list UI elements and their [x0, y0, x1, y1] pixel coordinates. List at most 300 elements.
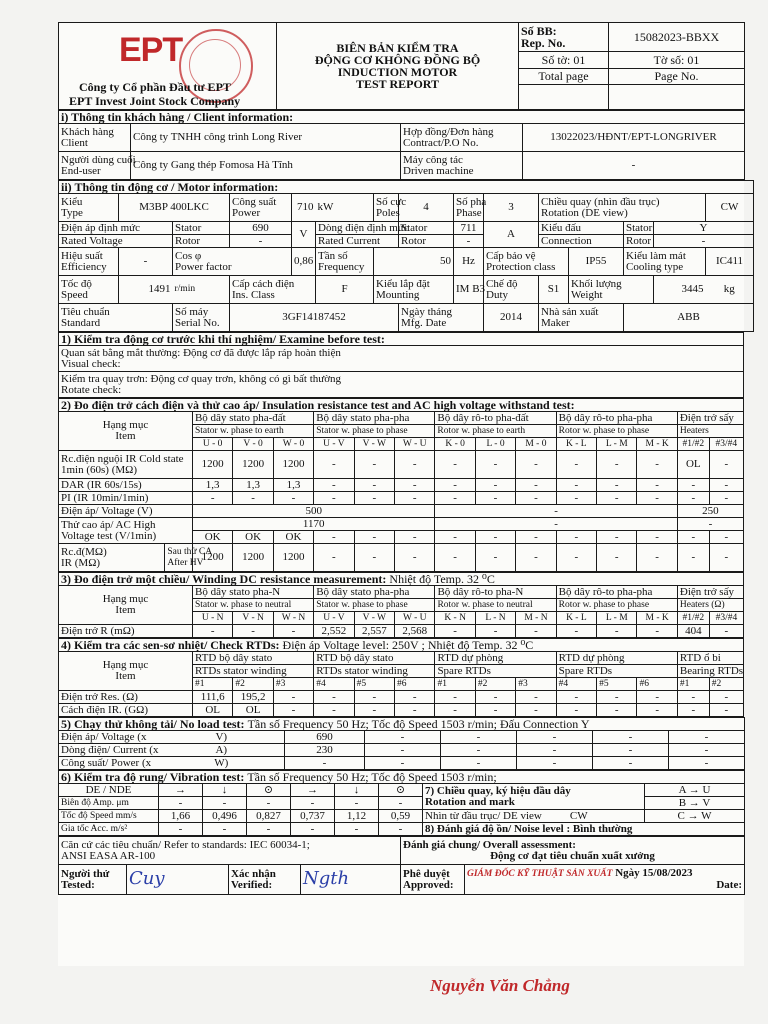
rtd-ir-label: Cách điện IR. (GΩ): [59, 704, 193, 717]
title-vi-2: ĐỘNG CƠ KHÔNG ĐỒNG BỘ: [314, 53, 481, 67]
insulation-section-title: 2) Đo điện trở cách điện và thử cao áp/ Insulation resistance test and AC high voltage withstand test:: [59, 399, 744, 412]
rtd-ir-cell-8: -: [516, 704, 556, 717]
assessment-value: Động cơ đạt tiêu chuẩn xuất xưởng: [490, 849, 655, 862]
efficiency-label-vi: Hiệu suất: [61, 249, 103, 262]
serial-value: 3GF14187452: [230, 304, 399, 332]
hv-result-cell-12: -: [677, 531, 709, 544]
acc-cell-4: -: [335, 823, 379, 836]
nl-voltage-unit: V): [159, 731, 285, 744]
mount-value: IM B3: [454, 276, 484, 304]
hv-result-cell-0: OK: [192, 531, 232, 544]
rtd-res-cell-1: 195,2: [233, 691, 273, 704]
ir-after-hv-row: [59, 544, 744, 572]
dc-cell-6: -: [435, 625, 475, 638]
dc-cell-2: -: [273, 625, 313, 638]
acc-cell-0: -: [159, 823, 203, 836]
approval-date: Ngày 15/08/2023: [615, 867, 693, 879]
nl-current-cell-3: -: [517, 744, 593, 757]
weight-unit: kg: [706, 276, 754, 304]
speed-unit: r/min: [173, 276, 230, 304]
rtd-table: [58, 638, 744, 717]
vibration-section-label: 6) Kiểm tra độ rung/ Vibration test:: [61, 769, 245, 784]
connection-label-en: Connection: [539, 235, 624, 248]
ept-logo: EPT: [119, 31, 183, 69]
group-stator-pp-vi: Bộ dây stato pha-pha: [314, 412, 435, 425]
contract-label-vi: Hợp đồng/Đơn hàng: [403, 125, 494, 138]
rtd-item-en: Item: [115, 670, 136, 682]
no-load-conditions: Tần số Frequency 50 Hz; Tốc độ Speed 1503 r/min; Đấu Connection Y: [247, 716, 590, 731]
vibration-conditions: Tần số Frequency 50 Hz; Tốc độ Speed 1503 r/min;: [247, 769, 497, 784]
direction-icon-4: ↓: [335, 784, 379, 797]
rotate-check-vi: Kiểm tra quay trơn: Động cơ quay trơn, không có gì bất thường: [61, 372, 342, 385]
voltage-unit: V: [292, 222, 316, 248]
nl-power-cell-5: -: [669, 757, 745, 770]
power-value: 710: [292, 194, 316, 222]
current-rotor-label: Rotor: [399, 235, 454, 248]
speed-label: Tốc độ Speed mm/s: [59, 810, 159, 823]
pf-label-vi: Cos φ: [175, 249, 202, 262]
voltage-rotor-value: -: [230, 235, 292, 248]
mfg-label-en: Mfg. Date: [401, 316, 447, 329]
pi-row: [59, 492, 744, 505]
contract-value: 13022023/HĐNT/EPT-LONGRIVER: [523, 124, 745, 152]
ins-label-en: Ins. Class: [232, 288, 275, 301]
ins-col-7: L - 0: [475, 438, 515, 451]
rtd-group-3-vi: RTD dự phòng: [435, 652, 556, 665]
rotation-title-en: Rotation and mark: [425, 795, 515, 808]
ir-after-cell-2: 1200: [273, 544, 313, 572]
nl-power-cell-2: -: [441, 757, 517, 770]
nl-current-label: Dòng điện/ Current (x: [59, 744, 159, 757]
dc-cell-1: -: [233, 625, 273, 638]
pi-cell-3: -: [314, 492, 354, 505]
dar-label: DAR (IR 60s/15s): [59, 479, 193, 492]
hv-result-cell-10: -: [597, 531, 637, 544]
ir-after-cell-13: -: [709, 544, 743, 572]
rtd-section-title: [59, 639, 744, 652]
ir-after-cell-3: -: [314, 544, 354, 572]
title-en-2: TEST REPORT: [355, 77, 440, 91]
nl-power-unit: W): [159, 757, 285, 770]
hv-row: [59, 518, 744, 531]
weight-label-vi: Khối lượng: [571, 277, 622, 290]
rtd-ir-cell-5: -: [395, 704, 435, 717]
ir-cold-cell-4: -: [354, 451, 394, 479]
power-label-en: Power: [232, 206, 261, 219]
rtd-ir-cell-0: OL: [193, 704, 233, 717]
acc-cell-5: -: [379, 823, 423, 836]
rtd-group-3-en: Spare RTDs: [435, 665, 556, 678]
date-label-en: Date:: [716, 879, 742, 891]
ir-cold-cell-9: -: [556, 451, 596, 479]
vib-speed-cell-0: 1,66: [159, 810, 203, 823]
rtd-res-cell-0: 111,6: [193, 691, 233, 704]
dc-group-4-en: Rotor w. phase to phase: [556, 599, 677, 612]
maker-label-en: Maker: [541, 316, 570, 329]
dar-cell-3: -: [314, 479, 354, 492]
rtd-res-cell-8: -: [516, 691, 556, 704]
nl-current-cell-2: -: [441, 744, 517, 757]
ins-col-3: U - V: [314, 438, 354, 451]
dc-col-10: L - M: [597, 612, 637, 625]
end-user-value: Công ty Gang thép Fomosa Hà Tĩnh: [131, 152, 401, 180]
dar-cell-11: -: [637, 479, 677, 492]
hv-result-cell-13: -: [709, 531, 743, 544]
ir-after-cell-10: -: [597, 544, 637, 572]
ins-col-9: K - L: [556, 438, 596, 451]
examine-table: [58, 332, 744, 398]
pi-cell-1: -: [233, 492, 273, 505]
dc-group-3-vi: Bộ dây rô-to pha-N: [435, 586, 556, 599]
hv-result-cell-6: -: [435, 531, 475, 544]
cooling-label-en: Cooling type: [626, 260, 684, 273]
direction-icon-2: ⊙: [247, 784, 291, 797]
rtd-group-4-en: Spare RTDs: [556, 665, 677, 678]
dc-item-en: Item: [115, 604, 136, 616]
rtd-group-2-en: RTDs stator winding: [314, 665, 435, 678]
total-pages-en: Total page: [519, 68, 609, 85]
title-en-1: INDUCTION MOTOR: [337, 65, 458, 79]
power-unit: kW: [316, 194, 374, 222]
ins-col-10: L - M: [597, 438, 637, 451]
hv-result-cell-3: -: [314, 531, 354, 544]
dc-group-5-en: Heaters (Ω): [677, 599, 743, 612]
rtd-section-label: 4) Kiểm tra các sen-sơ nhiệt/ Check RTDs:: [61, 637, 280, 652]
current-unit: A: [484, 222, 539, 248]
vibration-table: [58, 770, 745, 836]
dar-cell-6: -: [435, 479, 475, 492]
hv-result-cell-11: -: [637, 531, 677, 544]
machine-label-vi: Máy công tác: [403, 153, 463, 166]
dar-cell-12: -: [677, 479, 709, 492]
rtd-col-0: #1: [193, 678, 233, 691]
voltage-stator: 500: [192, 505, 434, 518]
connection-rotor-label: Rotor: [624, 235, 654, 248]
de-nde-label: DE / NDE: [59, 784, 159, 797]
rtd-ir-cell-10: -: [597, 704, 637, 717]
rtd-col-11: #6: [637, 678, 677, 691]
dc-cell-10: -: [597, 625, 637, 638]
maker-label-vi: Nhà sản xuất: [541, 305, 599, 318]
vib-speed-cell-5: 0,59: [379, 810, 423, 823]
rtd-ir-cell-11: -: [637, 704, 677, 717]
pi-cell-13: -: [709, 492, 743, 505]
dc-cell-4: 2,557: [354, 625, 394, 638]
hv-result-cell-5: -: [395, 531, 435, 544]
vibration-direction-row: [59, 784, 745, 797]
ir-cold-label-1: Rc.điện nguội IR Cold state: [61, 452, 184, 465]
company-name-en: EPT Invest Joint Stock Company: [69, 94, 241, 108]
amp-cell-4: -: [335, 797, 379, 810]
ir-cold-cell-6: -: [435, 451, 475, 479]
hv-label-2: Voltage test (V/1min): [61, 529, 157, 542]
poles-value: 4: [399, 194, 454, 222]
dc-resistance-table: [58, 572, 744, 638]
standards-line-2: ANSI EASA AR-100: [61, 849, 156, 862]
noise-level: 8) Đánh giá độ ồn/ Noise level : Bình thường: [423, 823, 745, 836]
rtd-ir-cell-6: -: [435, 704, 475, 717]
hv-heaters: -: [677, 518, 743, 531]
ir-cold-cell-12: OL: [677, 451, 709, 479]
dc-group-1-en: Stator w. phase to neutral: [193, 599, 314, 612]
dc-cell-5: 2,568: [395, 625, 435, 638]
dar-cell-4: -: [354, 479, 394, 492]
machine-label-en: Driven machine: [403, 164, 474, 177]
approver-label-vi: Phê duyệt: [403, 867, 450, 880]
rtd-col-13: #2: [709, 678, 743, 691]
pi-cell-9: -: [556, 492, 596, 505]
amp-cell-1: -: [203, 797, 247, 810]
dc-col-6: K - N: [435, 612, 475, 625]
rtd-res-cell-6: -: [435, 691, 475, 704]
hv-result-cell-1: OK: [233, 531, 273, 544]
dc-cell-3: 2,552: [314, 625, 354, 638]
cooling-label-vi: Kiểu làm mát: [626, 249, 686, 262]
dc-section-title: [59, 573, 744, 586]
header-table: [58, 22, 745, 110]
current-stator-value: 711: [454, 222, 484, 235]
ir-after-cell-5: -: [395, 544, 435, 572]
group-heaters-en: Heaters: [677, 425, 743, 438]
current-label-vi: Dòng điện định mức: [316, 222, 399, 235]
ir-after-label-2: IR (MΩ): [61, 556, 101, 569]
dc-item-vi: Hạng mục: [102, 593, 149, 605]
client-section-title: i) Thông tin khách hàng / Client information:: [59, 111, 745, 124]
voltage-stator-value: 690: [230, 222, 292, 235]
nl-power-label: Công suất/ Power (x: [59, 757, 159, 770]
acc-cell-2: -: [247, 823, 291, 836]
report-title: [277, 23, 519, 110]
dar-cell-13: -: [709, 479, 743, 492]
no-load-section-label: 5) Chạy thử không tải/ No load test:: [61, 716, 245, 731]
dc-group-2-vi: Bộ dây stato pha-pha: [314, 586, 435, 599]
vib-speed-cell-2: 0,827: [247, 810, 291, 823]
current-label-en: Rated Current: [316, 235, 399, 248]
nl-current-cell-1: -: [365, 744, 441, 757]
rtd-ir-cell-4: -: [354, 704, 394, 717]
dar-cell-8: -: [516, 479, 556, 492]
rtd-group-4-vi: RTD dự phòng: [556, 652, 677, 665]
group-stator-pe-en: Stator w. phase to earth: [192, 425, 313, 438]
rotation-title-vi: 7) Chiều quay, ký hiệu đầu dây: [425, 784, 571, 797]
weight-label-en: Weight: [571, 288, 603, 301]
hv-stator: 1170: [192, 518, 434, 531]
motor-table: [58, 180, 754, 332]
rtd-res-cell-4: -: [354, 691, 394, 704]
ir-after-cell-9: -: [556, 544, 596, 572]
vibration-section-title: [59, 771, 745, 784]
type-value: M3BP 400LKC: [119, 194, 230, 222]
rtd-ir-cell-3: -: [314, 704, 354, 717]
nl-current-cell-5: -: [669, 744, 745, 757]
rep-no-label: [519, 23, 609, 52]
nl-power-cell-4: -: [593, 757, 669, 770]
rtd-ir-cell-12: -: [677, 704, 709, 717]
client-value: Công ty TNHH công trình Long River: [131, 124, 401, 152]
rtd-res-cell-12: -: [677, 691, 709, 704]
no-load-power-row: [59, 757, 745, 770]
mount-label-vi: Kiểu lắp đặt: [376, 277, 430, 290]
direction-icon-3: →: [291, 784, 335, 797]
rtd-ir-row: [59, 704, 744, 717]
rtd-res-cell-13: -: [709, 691, 743, 704]
ins-col-12: #1/#2: [677, 438, 709, 451]
rtd-res-cell-5: -: [395, 691, 435, 704]
dc-group-1-vi: Bộ dây stato pha-N: [193, 586, 314, 599]
rtd-col-10: #5: [597, 678, 637, 691]
speed-label-en: Speed: [61, 288, 88, 301]
power-label-vi: Công suất: [232, 195, 277, 208]
voltage-rotor-label: Rotor: [173, 235, 230, 248]
rtd-col-7: #2: [475, 678, 515, 691]
dc-col-8: M - N: [516, 612, 556, 625]
group-rotor-pp-vi: Bộ dây rô-to pha-pha: [556, 412, 677, 425]
approver-label-en: Approved:: [403, 878, 454, 891]
connection-stator-label: Stator: [624, 222, 654, 235]
nl-voltage-cell-3: -: [517, 731, 593, 744]
ir-after-cell-7: -: [475, 544, 515, 572]
rtd-conditions: Điện áp Voltage level: 250V ; Nhiệt độ Temp. 32 ⁰C: [282, 637, 534, 652]
end-user-label-vi: Người dùng cuối: [61, 153, 136, 166]
direction-icon-1: ↓: [203, 784, 247, 797]
dc-col-9: K - L: [556, 612, 596, 625]
dc-col-11: M - K: [637, 612, 677, 625]
rtd-res-cell-9: -: [556, 691, 596, 704]
poles-label-vi: Số cực: [376, 195, 407, 208]
dar-cell-2: 1,3: [273, 479, 313, 492]
dc-group-4-vi: Bộ dây rô-to pha-pha: [556, 586, 677, 599]
type-label-vi: Kiểu: [61, 195, 83, 208]
cooling-value: IC411: [706, 248, 754, 276]
ir-after-cell-12: -: [677, 544, 709, 572]
rtd-col-9: #4: [556, 678, 596, 691]
tester-signature: Cuy: [127, 865, 229, 895]
dc-group-2-en: Stator w. phase to phase: [314, 599, 435, 612]
nl-current-unit: A): [159, 744, 285, 757]
acc-label: Gia tốc Acc. m/s²: [59, 823, 159, 836]
freq-value: 50: [374, 248, 454, 276]
ir-cold-row: [59, 451, 744, 479]
rtd-col-2: #3: [273, 678, 313, 691]
dc-cell-7: -: [475, 625, 515, 638]
ins-col-6: K - 0: [435, 438, 475, 451]
rotation-mark-title: [423, 784, 645, 810]
rotate-check-en: Rotate check:: [61, 383, 122, 396]
ins-col-5: W - U: [395, 438, 435, 451]
dar-cell-7: -: [475, 479, 515, 492]
ir-cold-cell-2: 1200: [273, 451, 313, 479]
nl-power-cell-1: -: [365, 757, 441, 770]
acc-cell-1: -: [203, 823, 247, 836]
ir-after-label-3: Sau thử CA: [167, 546, 213, 557]
rtd-ir-cell-13: -: [709, 704, 743, 717]
protection-label-vi: Cấp bảo vệ: [486, 249, 536, 262]
hv-label-1: Thử cao áp/ AC High: [61, 518, 156, 531]
dar-row: [59, 479, 744, 492]
de-view-cell: [423, 810, 645, 823]
ir-after-cell-8: -: [516, 544, 556, 572]
pi-cell-5: -: [395, 492, 435, 505]
arrow-mark-2: C → W: [645, 810, 745, 823]
connection-label-vi: Kiểu đấu: [539, 222, 624, 235]
rtd-ir-cell-7: -: [475, 704, 515, 717]
dar-cell-10: -: [597, 479, 637, 492]
verifier-signature: Ngth: [301, 865, 401, 895]
voltage-stator-label: Stator: [173, 222, 230, 235]
nl-voltage-cell-0: 690: [285, 731, 365, 744]
dc-cell-9: -: [556, 625, 596, 638]
verifier-label-en: Verified:: [231, 878, 273, 891]
ir-after-label-4: After HV: [167, 557, 204, 568]
ins-col-13: #3/#4: [709, 438, 743, 451]
rtd-col-6: #1: [435, 678, 475, 691]
pi-cell-7: -: [475, 492, 515, 505]
duty-label-vi: Chế độ: [486, 277, 518, 290]
rtd-col-3: #4: [314, 678, 354, 691]
dc-row: [59, 625, 744, 638]
dc-col-5: W - U: [395, 612, 435, 625]
rtd-group-2-vi: RTD bộ dây stato: [314, 652, 435, 665]
nl-voltage-cell-4: -: [593, 731, 669, 744]
client-label-en: Client: [61, 136, 88, 149]
approver-name: Nguyễn Văn Chẳng: [430, 976, 570, 995]
mfg-label-vi: Ngày tháng: [401, 305, 453, 318]
rtd-col-4: #5: [354, 678, 394, 691]
rtd-group-1-vi: RTD bộ dây stato: [193, 652, 314, 665]
group-rotor-pp-en: Rotor w. phase to phase: [556, 425, 677, 438]
direction-icon-0: →: [159, 784, 203, 797]
weight-value: 3445: [654, 276, 706, 304]
rtd-res-row: [59, 691, 744, 704]
vib-speed-cell-3: 0,737: [291, 810, 335, 823]
ins-label-vi: Cấp cách điện: [232, 277, 295, 290]
dc-col-4: V - W: [354, 612, 394, 625]
pi-cell-4: -: [354, 492, 394, 505]
ir-after-cell-0: 1200: [192, 544, 232, 572]
nl-voltage-cell-5: -: [669, 731, 745, 744]
ir-cold-cell-11: -: [637, 451, 677, 479]
group-rotor-pe-vi: Bộ dây rô-to pha-đất: [435, 412, 556, 425]
dc-col-12: #1/#2: [677, 612, 709, 625]
pf-value: 0,86: [292, 248, 316, 276]
phase-label-en: Phase: [456, 206, 482, 219]
pi-cell-11: -: [637, 492, 677, 505]
pi-cell-2: -: [273, 492, 313, 505]
footer-table: [58, 836, 745, 895]
rep-no-label-en: Rep. No.: [521, 36, 566, 50]
dc-col-3: U - V: [314, 612, 354, 625]
ir-cold-cell-7: -: [475, 451, 515, 479]
hv-result-cell-4: -: [354, 531, 394, 544]
group-stator-pe-vi: Bộ dây stato pha-đất: [192, 412, 313, 425]
duty-label-en: Duty: [486, 288, 508, 301]
verifier-label-vi: Xác nhận: [231, 867, 276, 880]
pi-label: PI (IR 10min/1min): [59, 492, 193, 505]
rtd-res-cell-3: -: [314, 691, 354, 704]
ir-after-cell-11: -: [637, 544, 677, 572]
freq-unit: Hz: [454, 248, 484, 276]
rotation-value: CW: [706, 194, 754, 222]
amp-cell-2: -: [247, 797, 291, 810]
amp-cell-3: -: [291, 797, 335, 810]
nl-current-cell-0: 230: [285, 744, 365, 757]
ir-after-cell-4: -: [354, 544, 394, 572]
dc-cell-8: -: [516, 625, 556, 638]
hv-rotor: -: [435, 518, 677, 531]
efficiency-label-en: Efficiency: [61, 260, 107, 273]
pi-cell-10: -: [597, 492, 637, 505]
rtd-res-cell-11: -: [637, 691, 677, 704]
